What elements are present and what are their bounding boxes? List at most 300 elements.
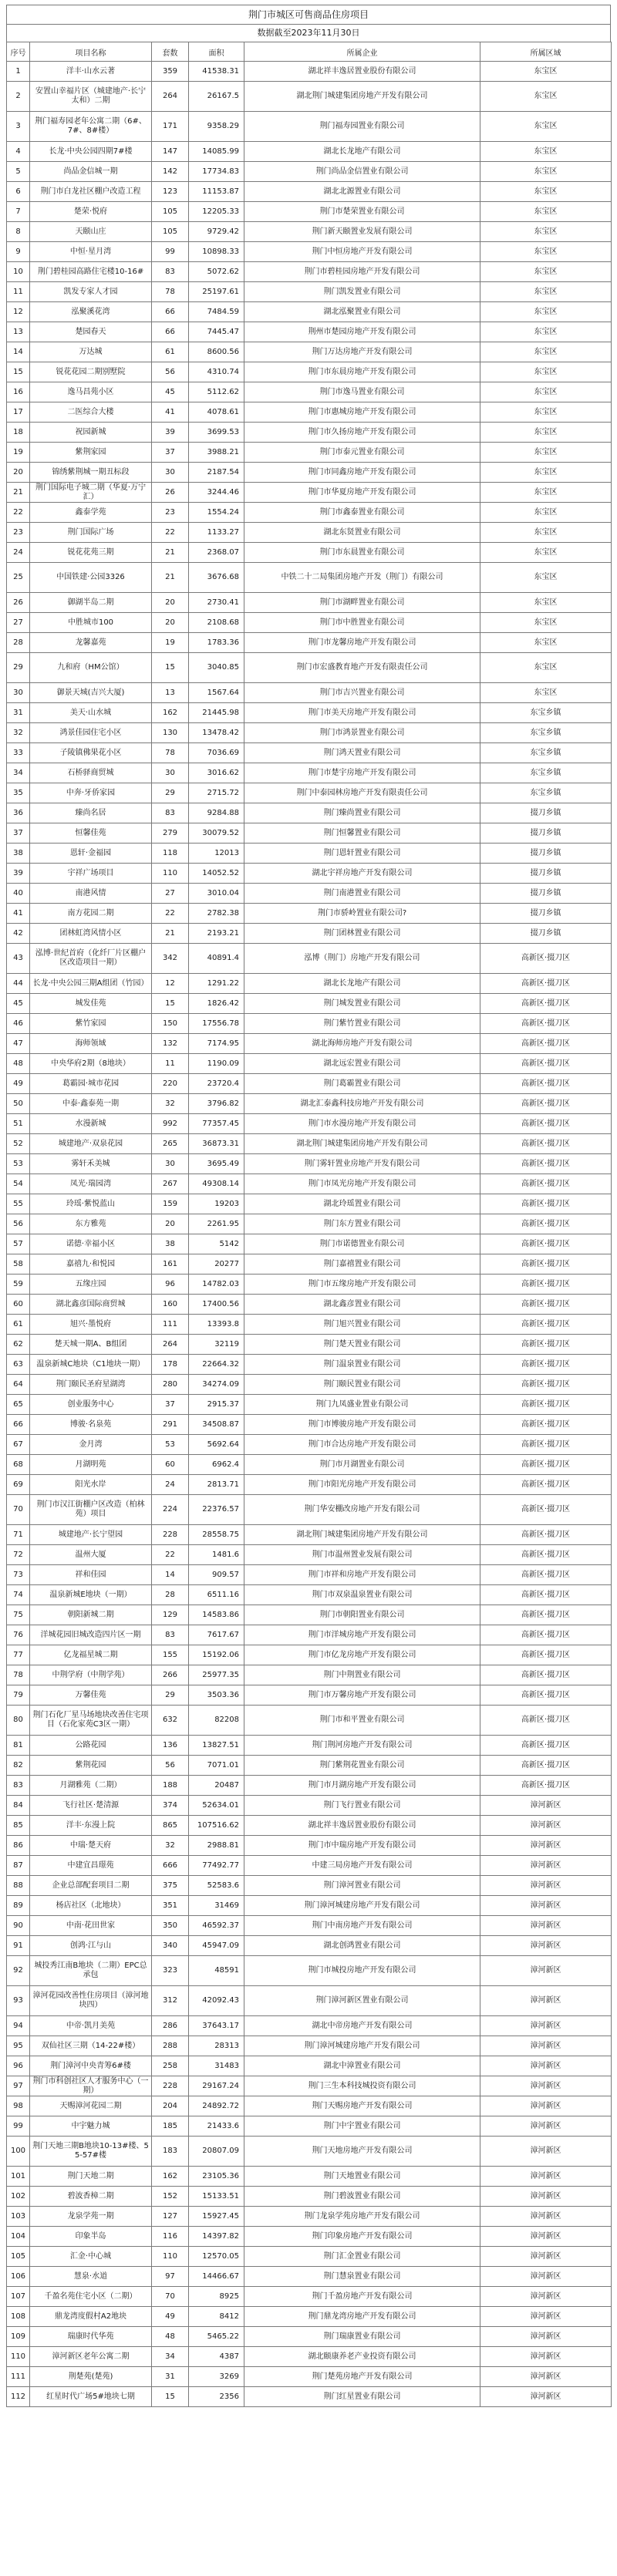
cell-index: 68 bbox=[7, 1455, 30, 1475]
cell-district: 东宝区 bbox=[480, 402, 612, 423]
table-row bbox=[7, 1665, 612, 1685]
cell-area: 34508.87 bbox=[189, 1415, 244, 1435]
table-row bbox=[7, 2327, 612, 2347]
cell-project-name: 紫荆家园 bbox=[30, 443, 152, 463]
cell-area: 24892.72 bbox=[189, 2096, 244, 2116]
cell-units: 13 bbox=[152, 683, 189, 703]
cell-area: 2261.95 bbox=[189, 1214, 244, 1234]
cell-area: 32119 bbox=[189, 1335, 244, 1355]
cell-district: 高新区·掇刀区 bbox=[480, 1455, 612, 1475]
cell-index: 88 bbox=[7, 1876, 30, 1896]
cell-district: 高新区·掇刀区 bbox=[480, 1194, 612, 1214]
cell-index: 44 bbox=[7, 974, 30, 994]
cell-index: 87 bbox=[7, 1856, 30, 1876]
cell-units: 129 bbox=[152, 1605, 189, 1625]
cell-project-name: 湖北鑫彦国际商贸城 bbox=[30, 1295, 152, 1315]
cell-project-name: 飞行社区·楚清源 bbox=[30, 1796, 152, 1816]
table-row bbox=[7, 2167, 612, 2187]
cell-index: 15 bbox=[7, 362, 30, 382]
cell-index: 6 bbox=[7, 182, 30, 202]
cell-area: 14397.82 bbox=[189, 2227, 244, 2247]
cell-index: 63 bbox=[7, 1355, 30, 1375]
cell-units: 37 bbox=[152, 1395, 189, 1415]
table-row bbox=[7, 783, 612, 803]
cell-project-name: 锐花花苑三期 bbox=[30, 543, 152, 563]
cell-project-name: 荆门国际广场 bbox=[30, 523, 152, 543]
cell-company: 荆门楚苑房地产开发有限公司 bbox=[244, 2367, 480, 2387]
header-project-name: 项目名称 bbox=[30, 42, 152, 62]
cell-index: 25 bbox=[7, 563, 30, 593]
table-row bbox=[7, 1014, 612, 1034]
cell-units: 123 bbox=[152, 182, 189, 202]
cell-index: 77 bbox=[7, 1645, 30, 1665]
cell-company: 荆门鼎龙湾房地产开发有限公司 bbox=[244, 2307, 480, 2327]
table-row bbox=[7, 1435, 612, 1455]
table-row bbox=[7, 162, 612, 182]
cell-units: 323 bbox=[152, 1956, 189, 1986]
cell-index: 7 bbox=[7, 202, 30, 222]
cell-project-name: 葛霸园·城市花园 bbox=[30, 1074, 152, 1094]
cell-area: 25977.35 bbox=[189, 1665, 244, 1685]
cell-company: 荆门新天颐置业发展有限公司 bbox=[244, 222, 480, 242]
table-row bbox=[7, 2187, 612, 2207]
cell-units: 136 bbox=[152, 1736, 189, 1756]
cell-index: 99 bbox=[7, 2116, 30, 2137]
cell-district: 东宝区 bbox=[480, 362, 612, 382]
cell-area: 1133.27 bbox=[189, 523, 244, 543]
cell-company: 荆门印象房地产开发有限公司 bbox=[244, 2227, 480, 2247]
cell-district: 高新区·掇刀区 bbox=[480, 1335, 612, 1355]
table-row bbox=[7, 402, 612, 423]
cell-area: 2715.72 bbox=[189, 783, 244, 803]
cell-project-name: 中瑞·楚天府 bbox=[30, 1836, 152, 1856]
cell-company: 荆门市中胜置业有限公司 bbox=[244, 613, 480, 633]
table-row bbox=[7, 302, 612, 322]
cell-index: 22 bbox=[7, 503, 30, 523]
cell-units: 280 bbox=[152, 1375, 189, 1395]
cell-district: 漳河新区 bbox=[480, 2187, 612, 2207]
cell-index: 45 bbox=[7, 994, 30, 1014]
cell-index: 32 bbox=[7, 723, 30, 743]
cell-district: 东宝乡镇 bbox=[480, 703, 612, 723]
cell-company: 湖北长龙地产有限公司 bbox=[244, 142, 480, 162]
cell-index: 81 bbox=[7, 1736, 30, 1756]
cell-district: 漳河新区 bbox=[480, 1876, 612, 1896]
cell-area: 17556.78 bbox=[189, 1014, 244, 1034]
cell-company: 荆门恒馨置业有限公司 bbox=[244, 823, 480, 844]
cell-index: 35 bbox=[7, 783, 30, 803]
cell-area: 12013 bbox=[189, 844, 244, 864]
cell-area: 2915.37 bbox=[189, 1395, 244, 1415]
cell-units: 666 bbox=[152, 1856, 189, 1876]
cell-district: 高新区·掇刀区 bbox=[480, 1154, 612, 1174]
table-row bbox=[7, 2036, 612, 2056]
cell-area: 31483 bbox=[189, 2056, 244, 2076]
cell-district: 东宝区 bbox=[480, 613, 612, 633]
table-row bbox=[7, 503, 612, 523]
cell-project-name: 荆门福寿园老年公寓二期（6#、7#、8#楼） bbox=[30, 112, 152, 142]
cell-company: 荆门漳河新区置业有限公司 bbox=[244, 1986, 480, 2016]
cell-district: 东宝区 bbox=[480, 342, 612, 362]
cell-project-name: 创鸿·江与山 bbox=[30, 1936, 152, 1956]
cell-company: 湖北祥丰逸居置业股份有限公司 bbox=[244, 1816, 480, 1836]
cell-company: 荆门臻尚置业有限公司 bbox=[244, 803, 480, 823]
table-row bbox=[7, 1545, 612, 1565]
cell-area: 15133.51 bbox=[189, 2187, 244, 2207]
cell-area: 17400.56 bbox=[189, 1295, 244, 1315]
table-row bbox=[7, 1956, 612, 1986]
cell-district: 高新区·掇刀区 bbox=[480, 1094, 612, 1114]
cell-units: 865 bbox=[152, 1816, 189, 1836]
cell-project-name: 宇祥广场项目 bbox=[30, 864, 152, 884]
cell-area: 1481.6 bbox=[189, 1545, 244, 1565]
cell-area: 107516.62 bbox=[189, 1816, 244, 1836]
cell-area: 3016.62 bbox=[189, 763, 244, 783]
cell-district: 漳河新区 bbox=[480, 2116, 612, 2137]
cell-units: 15 bbox=[152, 2387, 189, 2407]
cell-area: 14466.67 bbox=[189, 2267, 244, 2287]
cell-company: 荆门市华夏房地产开发有限公司 bbox=[244, 483, 480, 503]
cell-district: 漳河新区 bbox=[480, 2036, 612, 2056]
cell-index: 86 bbox=[7, 1836, 30, 1856]
cell-area: 29167.24 bbox=[189, 2076, 244, 2096]
cell-company: 荆门华安棚改房地产开发有限公司 bbox=[244, 1495, 480, 1525]
cell-units: 19 bbox=[152, 633, 189, 653]
cell-district: 高新区·掇刀区 bbox=[480, 1014, 612, 1034]
cell-project-name: 楚荣·悦府 bbox=[30, 202, 152, 222]
table-row bbox=[7, 703, 612, 723]
cell-company: 荆门市楚荣置业有限公司 bbox=[244, 202, 480, 222]
cell-district: 东宝区 bbox=[480, 322, 612, 342]
cell-project-name: 中恒·星月湾 bbox=[30, 242, 152, 262]
cell-district: 东宝区 bbox=[480, 423, 612, 443]
cell-units: 41 bbox=[152, 402, 189, 423]
table-row bbox=[7, 1645, 612, 1665]
cell-area: 14782.03 bbox=[189, 1275, 244, 1295]
cell-district: 东宝区 bbox=[480, 503, 612, 523]
cell-units: 49 bbox=[152, 2307, 189, 2327]
cell-project-name: 海师领域 bbox=[30, 1034, 152, 1054]
cell-index: 98 bbox=[7, 2096, 30, 2116]
cell-index: 9 bbox=[7, 242, 30, 262]
cell-units: 78 bbox=[152, 282, 189, 302]
table-row bbox=[7, 1685, 612, 1706]
cell-index: 91 bbox=[7, 1936, 30, 1956]
cell-area: 3269 bbox=[189, 2367, 244, 2387]
cell-units: 22 bbox=[152, 904, 189, 924]
cell-district: 东宝区 bbox=[480, 282, 612, 302]
cell-index: 37 bbox=[7, 823, 30, 844]
cell-project-name: 中宇魅力城 bbox=[30, 2116, 152, 2137]
table-row bbox=[7, 463, 612, 483]
cell-project-name: 朝阳新城二期 bbox=[30, 1605, 152, 1625]
cell-area: 82208 bbox=[189, 1706, 244, 1736]
table-row bbox=[7, 382, 612, 402]
cell-company: 荆门福寿园置业有限公司 bbox=[244, 112, 480, 142]
cell-units: 15 bbox=[152, 653, 189, 683]
cell-district: 东宝区 bbox=[480, 653, 612, 683]
table-row bbox=[7, 1295, 612, 1315]
cell-project-name: 荆门石化厂星马场地块改善住宅项目（石化家苑C3区一期） bbox=[30, 1706, 152, 1736]
cell-district: 高新区·掇刀区 bbox=[480, 1565, 612, 1585]
cell-company: 荆门九凤盛业置业有限公司 bbox=[244, 1395, 480, 1415]
cell-district: 东宝区 bbox=[480, 382, 612, 402]
cell-company: 湖北鑫彦置业有限公司 bbox=[244, 1295, 480, 1315]
cell-area: 21433.6 bbox=[189, 2116, 244, 2137]
cell-company: 荆门瑞康置业有限公司 bbox=[244, 2327, 480, 2347]
cell-index: 60 bbox=[7, 1295, 30, 1315]
cell-project-name: 金月湾 bbox=[30, 1435, 152, 1455]
table-row bbox=[7, 342, 612, 362]
cell-index: 43 bbox=[7, 944, 30, 974]
cell-index: 109 bbox=[7, 2327, 30, 2347]
cell-district: 掇刀乡镇 bbox=[480, 904, 612, 924]
cell-company: 荆门市万馨房地产开发有限公司 bbox=[244, 1685, 480, 1706]
cell-index: 49 bbox=[7, 1074, 30, 1094]
cell-district: 漳河新区 bbox=[480, 1836, 612, 1856]
cell-company: 荆门市朝阳置业有限公司 bbox=[244, 1605, 480, 1625]
cell-area: 1554.24 bbox=[189, 503, 244, 523]
cell-units: 20 bbox=[152, 593, 189, 613]
cell-units: 11 bbox=[152, 1054, 189, 1074]
cell-units: 155 bbox=[152, 1645, 189, 1665]
cell-units: 161 bbox=[152, 1254, 189, 1275]
cell-index: 30 bbox=[7, 683, 30, 703]
table-row bbox=[7, 2016, 612, 2036]
cell-project-name: 安置山幸福片区（城建地产·长宁太和）二期 bbox=[30, 82, 152, 112]
cell-project-name: 天颐山庄 bbox=[30, 222, 152, 242]
cell-company: 荆门葛霸置业有限公司 bbox=[244, 1074, 480, 1094]
cell-index: 103 bbox=[7, 2207, 30, 2227]
cell-area: 40891.4 bbox=[189, 944, 244, 974]
cell-index: 38 bbox=[7, 844, 30, 864]
cell-units: 78 bbox=[152, 743, 189, 763]
cell-area: 3503.36 bbox=[189, 1685, 244, 1706]
cell-units: 266 bbox=[152, 1665, 189, 1685]
cell-area: 20807.09 bbox=[189, 2137, 244, 2167]
cell-index: 92 bbox=[7, 1956, 30, 1986]
cell-company: 荆门市温州置业发展有限公司 bbox=[244, 1545, 480, 1565]
project-table bbox=[6, 42, 612, 2407]
cell-district: 东宝区 bbox=[480, 262, 612, 282]
cell-district: 高新区·掇刀区 bbox=[480, 1525, 612, 1545]
cell-district: 高新区·掇刀区 bbox=[480, 1174, 612, 1194]
cell-company: 荆门市和平置业有限公司 bbox=[244, 1706, 480, 1736]
cell-company: 荆门市月湖房地产开发有限公司 bbox=[244, 1776, 480, 1796]
cell-district: 东宝区 bbox=[480, 202, 612, 222]
cell-project-name: 双仙社区三期（14-22#楼） bbox=[30, 2036, 152, 2056]
table-row bbox=[7, 613, 612, 633]
cell-project-name: 玲瑶·紫悦蓝山 bbox=[30, 1194, 152, 1214]
cell-company: 荆州市楚园房地产开发有限公司 bbox=[244, 322, 480, 342]
cell-company: 荆门市东晨房地产开发有限公司 bbox=[244, 362, 480, 382]
table-row bbox=[7, 1625, 612, 1645]
cell-index: 56 bbox=[7, 1214, 30, 1234]
cell-company: 湖北长龙地产有限公司 bbox=[244, 974, 480, 994]
cell-area: 2356 bbox=[189, 2387, 244, 2407]
cell-index: 80 bbox=[7, 1706, 30, 1736]
cell-units: 30 bbox=[152, 463, 189, 483]
cell-area: 17734.83 bbox=[189, 162, 244, 182]
cell-units: 24 bbox=[152, 1475, 189, 1495]
cell-project-name: 碧波香樟二期 bbox=[30, 2187, 152, 2207]
table-row bbox=[7, 864, 612, 884]
cell-units: 228 bbox=[152, 2076, 189, 2096]
table-row bbox=[7, 1315, 612, 1335]
cell-district: 东宝区 bbox=[480, 443, 612, 463]
cell-company: 荆门市洋城房地产开发有限公司 bbox=[244, 1625, 480, 1645]
cell-project-name: 东方雅苑 bbox=[30, 1214, 152, 1234]
cell-index: 31 bbox=[7, 703, 30, 723]
cell-project-name: 红星时代广场5#地块七期 bbox=[30, 2387, 152, 2407]
cell-index: 76 bbox=[7, 1625, 30, 1645]
cell-company: 湖北中漳置业有限公司 bbox=[244, 2056, 480, 2076]
cell-project-name: 荆门市科创社区人才服务中心（一期） bbox=[30, 2076, 152, 2096]
cell-company: 荆门市楚宇房地产开发有限公司 bbox=[244, 763, 480, 783]
cell-units: 267 bbox=[152, 1174, 189, 1194]
cell-units: 265 bbox=[152, 1134, 189, 1154]
table-row bbox=[7, 2367, 612, 2387]
cell-district: 高新区·掇刀区 bbox=[480, 1685, 612, 1706]
cell-project-name: 洋丰·山水云著 bbox=[30, 62, 152, 82]
cell-index: 55 bbox=[7, 1194, 30, 1214]
cell-project-name: 洋丰·东漫上院 bbox=[30, 1816, 152, 1836]
cell-project-name: 泓聚溪花湾 bbox=[30, 302, 152, 322]
cell-index: 83 bbox=[7, 1776, 30, 1796]
cell-area: 14052.52 bbox=[189, 864, 244, 884]
table-row bbox=[7, 1776, 612, 1796]
cell-units: 110 bbox=[152, 864, 189, 884]
cell-district: 高新区·掇刀区 bbox=[480, 1034, 612, 1054]
cell-index: 71 bbox=[7, 1525, 30, 1545]
cell-index: 23 bbox=[7, 523, 30, 543]
cell-company: 荆门荆河房地产开发有限公司 bbox=[244, 1736, 480, 1756]
table-row bbox=[7, 1585, 612, 1605]
table-row bbox=[7, 2307, 612, 2327]
table-row bbox=[7, 2287, 612, 2307]
cell-project-name: 诺德·幸福小区 bbox=[30, 1234, 152, 1254]
cell-area: 37643.17 bbox=[189, 2016, 244, 2036]
cell-project-name: 水漫新城 bbox=[30, 1114, 152, 1134]
cell-area: 48591 bbox=[189, 1956, 244, 1986]
table-row bbox=[7, 82, 612, 112]
cell-index: 21 bbox=[7, 483, 30, 503]
cell-district: 东宝区 bbox=[480, 633, 612, 653]
cell-units: 22 bbox=[152, 1545, 189, 1565]
table-row bbox=[7, 844, 612, 864]
cell-district: 东宝区 bbox=[480, 222, 612, 242]
cell-units: 38 bbox=[152, 1234, 189, 1254]
cell-units: 110 bbox=[152, 2247, 189, 2267]
table-row bbox=[7, 563, 612, 593]
cell-company: 荆门市泰元置业有限公司 bbox=[244, 443, 480, 463]
table-row bbox=[7, 723, 612, 743]
cell-project-name: 印象半岛 bbox=[30, 2227, 152, 2247]
cell-company: 湖北荆门城建集团房地产开发有限公司 bbox=[244, 1134, 480, 1154]
cell-index: 41 bbox=[7, 904, 30, 924]
cell-company: 荆门天地置业有限公司 bbox=[244, 2167, 480, 2187]
cell-district: 漳河新区 bbox=[480, 2267, 612, 2287]
table-row bbox=[7, 803, 612, 823]
cell-district: 高新区·掇刀区 bbox=[480, 1395, 612, 1415]
cell-units: 147 bbox=[152, 142, 189, 162]
cell-company: 荆门团林置业有限公司 bbox=[244, 924, 480, 944]
cell-district: 东宝区 bbox=[480, 112, 612, 142]
cell-units: 53 bbox=[152, 1435, 189, 1455]
cell-district: 漳河新区 bbox=[480, 1956, 612, 1986]
cell-index: 4 bbox=[7, 142, 30, 162]
table-row bbox=[7, 683, 612, 703]
cell-units: 30 bbox=[152, 1154, 189, 1174]
cell-area: 77492.77 bbox=[189, 1856, 244, 1876]
table-row bbox=[7, 924, 612, 944]
cell-district: 漳河新区 bbox=[480, 2307, 612, 2327]
cell-area: 3040.85 bbox=[189, 653, 244, 683]
cell-district: 漳河新区 bbox=[480, 1896, 612, 1916]
cell-company: 湖北创鸿置业有限公司 bbox=[244, 1936, 480, 1956]
cell-project-name: 御景天城(吉兴大厦) bbox=[30, 683, 152, 703]
cell-project-name: 企业总部配套项目二期 bbox=[30, 1876, 152, 1896]
cell-units: 30 bbox=[152, 763, 189, 783]
cell-district: 高新区·掇刀区 bbox=[480, 974, 612, 994]
table-row bbox=[7, 1986, 612, 2016]
cell-index: 24 bbox=[7, 543, 30, 563]
cell-project-name: 嘉禧九·和悦园 bbox=[30, 1254, 152, 1275]
cell-project-name: 荆门天地三期B地块10-13#楼、55-57#楼 bbox=[30, 2137, 152, 2167]
cell-index: 53 bbox=[7, 1154, 30, 1174]
table-row bbox=[7, 1876, 612, 1896]
cell-company: 荆门慧泉置业有限公司 bbox=[244, 2267, 480, 2287]
document-title: 荆门市城区可售商品住房项目 bbox=[6, 5, 611, 24]
cell-units: 162 bbox=[152, 2167, 189, 2187]
cell-company: 荆门市合达房地产开发有限公司 bbox=[244, 1435, 480, 1455]
cell-units: 188 bbox=[152, 1776, 189, 1796]
document-subtitle: 数据截至2023年11月30日 bbox=[6, 24, 611, 42]
cell-units: 350 bbox=[152, 1916, 189, 1936]
table-body bbox=[7, 62, 612, 2407]
cell-company: 荆门飞行置业有限公司 bbox=[244, 1796, 480, 1816]
cell-area: 12570.05 bbox=[189, 2247, 244, 2267]
cell-area: 45947.09 bbox=[189, 1936, 244, 1956]
cell-project-name: 城建地产·双泉花园 bbox=[30, 1134, 152, 1154]
cell-index: 84 bbox=[7, 1796, 30, 1816]
table-row bbox=[7, 483, 612, 503]
cell-company: 荆门三生本科技城投资有限公司 bbox=[244, 2076, 480, 2096]
cell-area: 30079.52 bbox=[189, 823, 244, 844]
cell-area: 1567.64 bbox=[189, 683, 244, 703]
cell-company: 荆门碧波置业有限公司 bbox=[244, 2187, 480, 2207]
cell-units: 291 bbox=[152, 1415, 189, 1435]
cell-district: 东宝区 bbox=[480, 483, 612, 503]
cell-area: 7036.69 bbox=[189, 743, 244, 763]
table-row bbox=[7, 1254, 612, 1275]
cell-index: 20 bbox=[7, 463, 30, 483]
cell-company: 荆门颐民置业有限公司 bbox=[244, 1375, 480, 1395]
cell-company: 荆门市鑫泰置业有限公司 bbox=[244, 503, 480, 523]
cell-company: 湖北宇祥房地产开发有限公司 bbox=[244, 864, 480, 884]
cell-project-name: 城建地产·长宁望园 bbox=[30, 1525, 152, 1545]
cell-district: 高新区·掇刀区 bbox=[480, 1355, 612, 1375]
cell-district: 漳河新区 bbox=[480, 2056, 612, 2076]
table-row bbox=[7, 2137, 612, 2167]
cell-units: 99 bbox=[152, 242, 189, 262]
cell-index: 17 bbox=[7, 402, 30, 423]
table-row bbox=[7, 112, 612, 142]
cell-project-name: 千盈名苑住宅小区（二期） bbox=[30, 2287, 152, 2307]
cell-company: 湖北远宏置业有限公司 bbox=[244, 1054, 480, 1074]
cell-units: 992 bbox=[152, 1114, 189, 1134]
cell-area: 3695.49 bbox=[189, 1154, 244, 1174]
